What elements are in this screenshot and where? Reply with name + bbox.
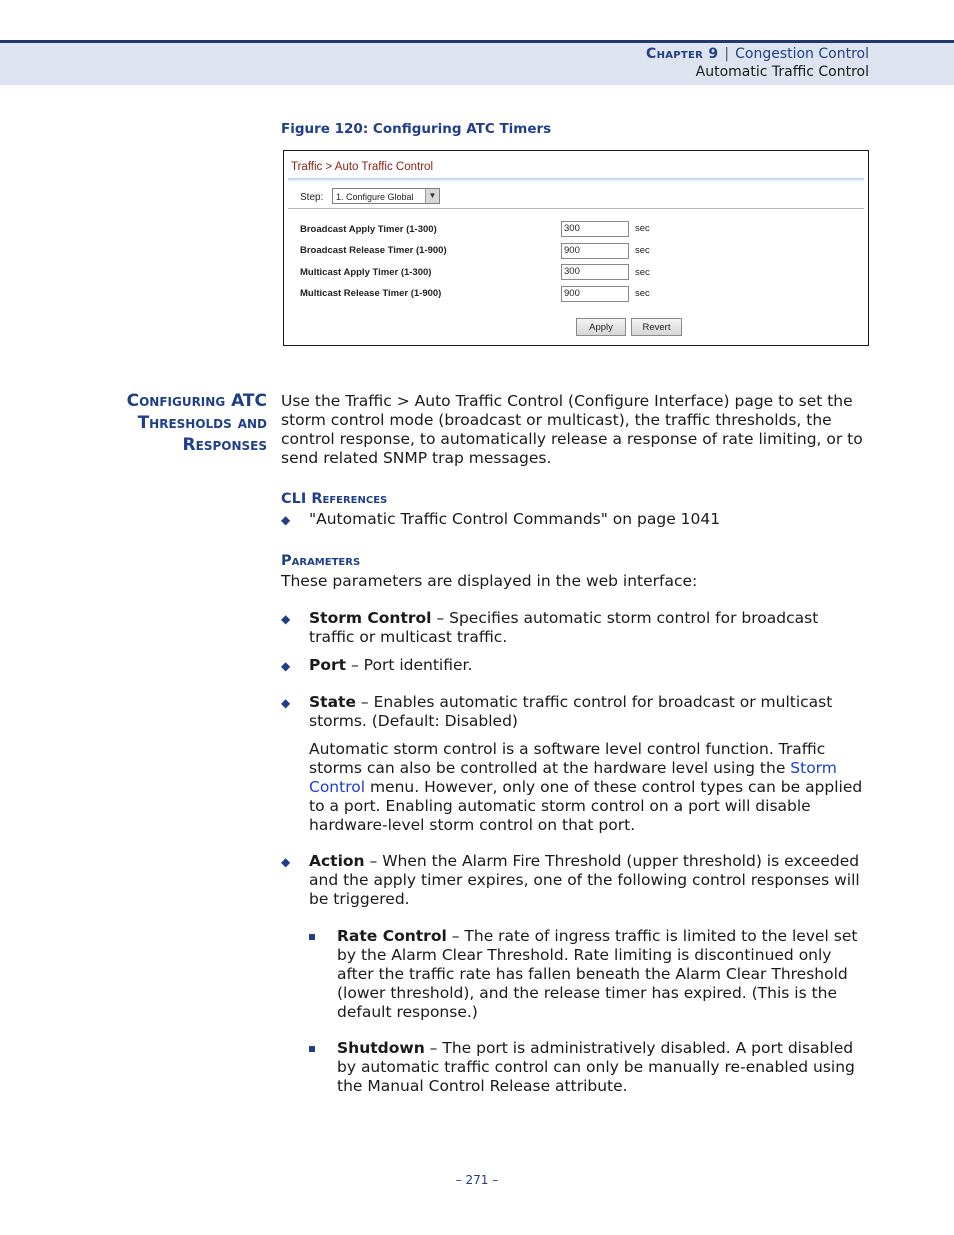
square-bullet-icon [309,1046,315,1052]
multicast-apply-label: Multicast Apply Timer (1-300) [300,267,432,278]
title-divider [288,178,864,181]
parameters-intro: These parameters are displayed in the web interface: [281,572,698,590]
intro-paragraph: Use the Traffic > Auto Traffic Control (Configure Interface) page to set the storm control mode (broadcast or multicast), the traffic thresholds, the control response, to automatically release a response of rate limiting, or to send related SNMP trap messages. [281,392,863,467]
multicast-release-label: Multicast Release Timer (1-900) [300,288,442,299]
step-select[interactable] [332,188,440,204]
revert-button[interactable]: Revert [631,318,682,336]
broadcast-apply-unit: sec [635,223,650,234]
multicast-release-unit: sec [635,288,650,299]
multicast-release-input[interactable]: 900 [561,286,629,302]
storm-control-link[interactable]: Storm [790,759,837,777]
chapter-label: Chapter 9 [646,46,719,62]
section-heading: Configuring ATC Thresholds and Responses [126,391,267,455]
broadcast-apply-input[interactable]: 300 [561,221,629,237]
param-state: State – Enables automatic traffic control for broadcast or multicast storms. (Default: Disabled) [309,693,833,730]
cli-reference-link[interactable]: "Automatic Traffic Control Commands" on page 1041 [309,510,721,528]
diamond-bullet-icon: ◆ [281,513,291,527]
diamond-bullet-icon: ◆ [281,855,291,869]
multicast-apply-input[interactable]: 300 [561,264,629,280]
figure-caption: Figure 120: Configuring ATC Timers [281,121,552,137]
broadcast-release-label: Broadcast Release Timer (1-900) [300,245,447,256]
subsection-title: Automatic Traffic Control [695,64,869,80]
apply-button[interactable]: Apply [576,318,626,336]
diamond-bullet-icon: ◆ [281,612,291,626]
cli-references-heading: CLI References [281,491,388,507]
page-number: – 271 – [455,1173,499,1187]
breadcrumb: Traffic > Auto Traffic Control [291,161,434,173]
storm-control-link-cont[interactable]: Control [309,778,366,796]
chevron-down-icon[interactable]: ▼ [425,189,439,203]
param-action: Action – When the Alarm Fire Threshold (upper threshold) is exceeded and the apply timer expires, one of the following control responses will be triggered. [309,852,860,908]
section-title: Congestion Control [735,46,869,62]
broadcast-release-input[interactable]: 900 [561,243,629,259]
diamond-bullet-icon: ◆ [281,659,291,673]
atc-timers-screenshot [283,150,869,346]
multicast-apply-unit: sec [635,267,650,278]
param-storm-control: Storm Control – Specifies automatic storm control for broadcast traffic or multicast traffic. [309,609,819,646]
state-note-paragraph: Automatic storm control is a software level control function. Traffic storms can also be controlled at the hardware level using the Storm Control menu. However, only one of these control types can be applied to a port. Enabling automatic storm control on a port will disable hardware-level storm control on that port. [309,740,863,834]
parameters-heading: Parameters [281,553,361,569]
form-divider [288,208,864,209]
broadcast-release-unit: sec [635,245,650,256]
running-header: Chapter 9 | Congestion Control Automatic Traffic Control [646,46,869,80]
step-select-value: 1. Configure Global [336,192,414,202]
diamond-bullet-icon: ◆ [281,696,291,710]
action-rate-control: Rate Control – The rate of ingress traffic is limited to the level set by the Alarm Clear Threshold. Rate limiting is discontinued only after the traffic rate has fallen beneath the Alarm Clear Threshold (lower threshold), and the release timer has expired. (This is the default response.) [337,927,858,1021]
action-shutdown: Shutdown – The port is administratively disabled. A port disabled by automatic traffic control can only be manually re-enabled using the Manual Control Release attribute. [337,1039,855,1095]
step-label: Step: [300,192,324,203]
broadcast-apply-label: Broadcast Apply Timer (1-300) [300,224,437,235]
param-port: Port – Port identifier. [309,656,473,674]
square-bullet-icon [309,934,315,940]
